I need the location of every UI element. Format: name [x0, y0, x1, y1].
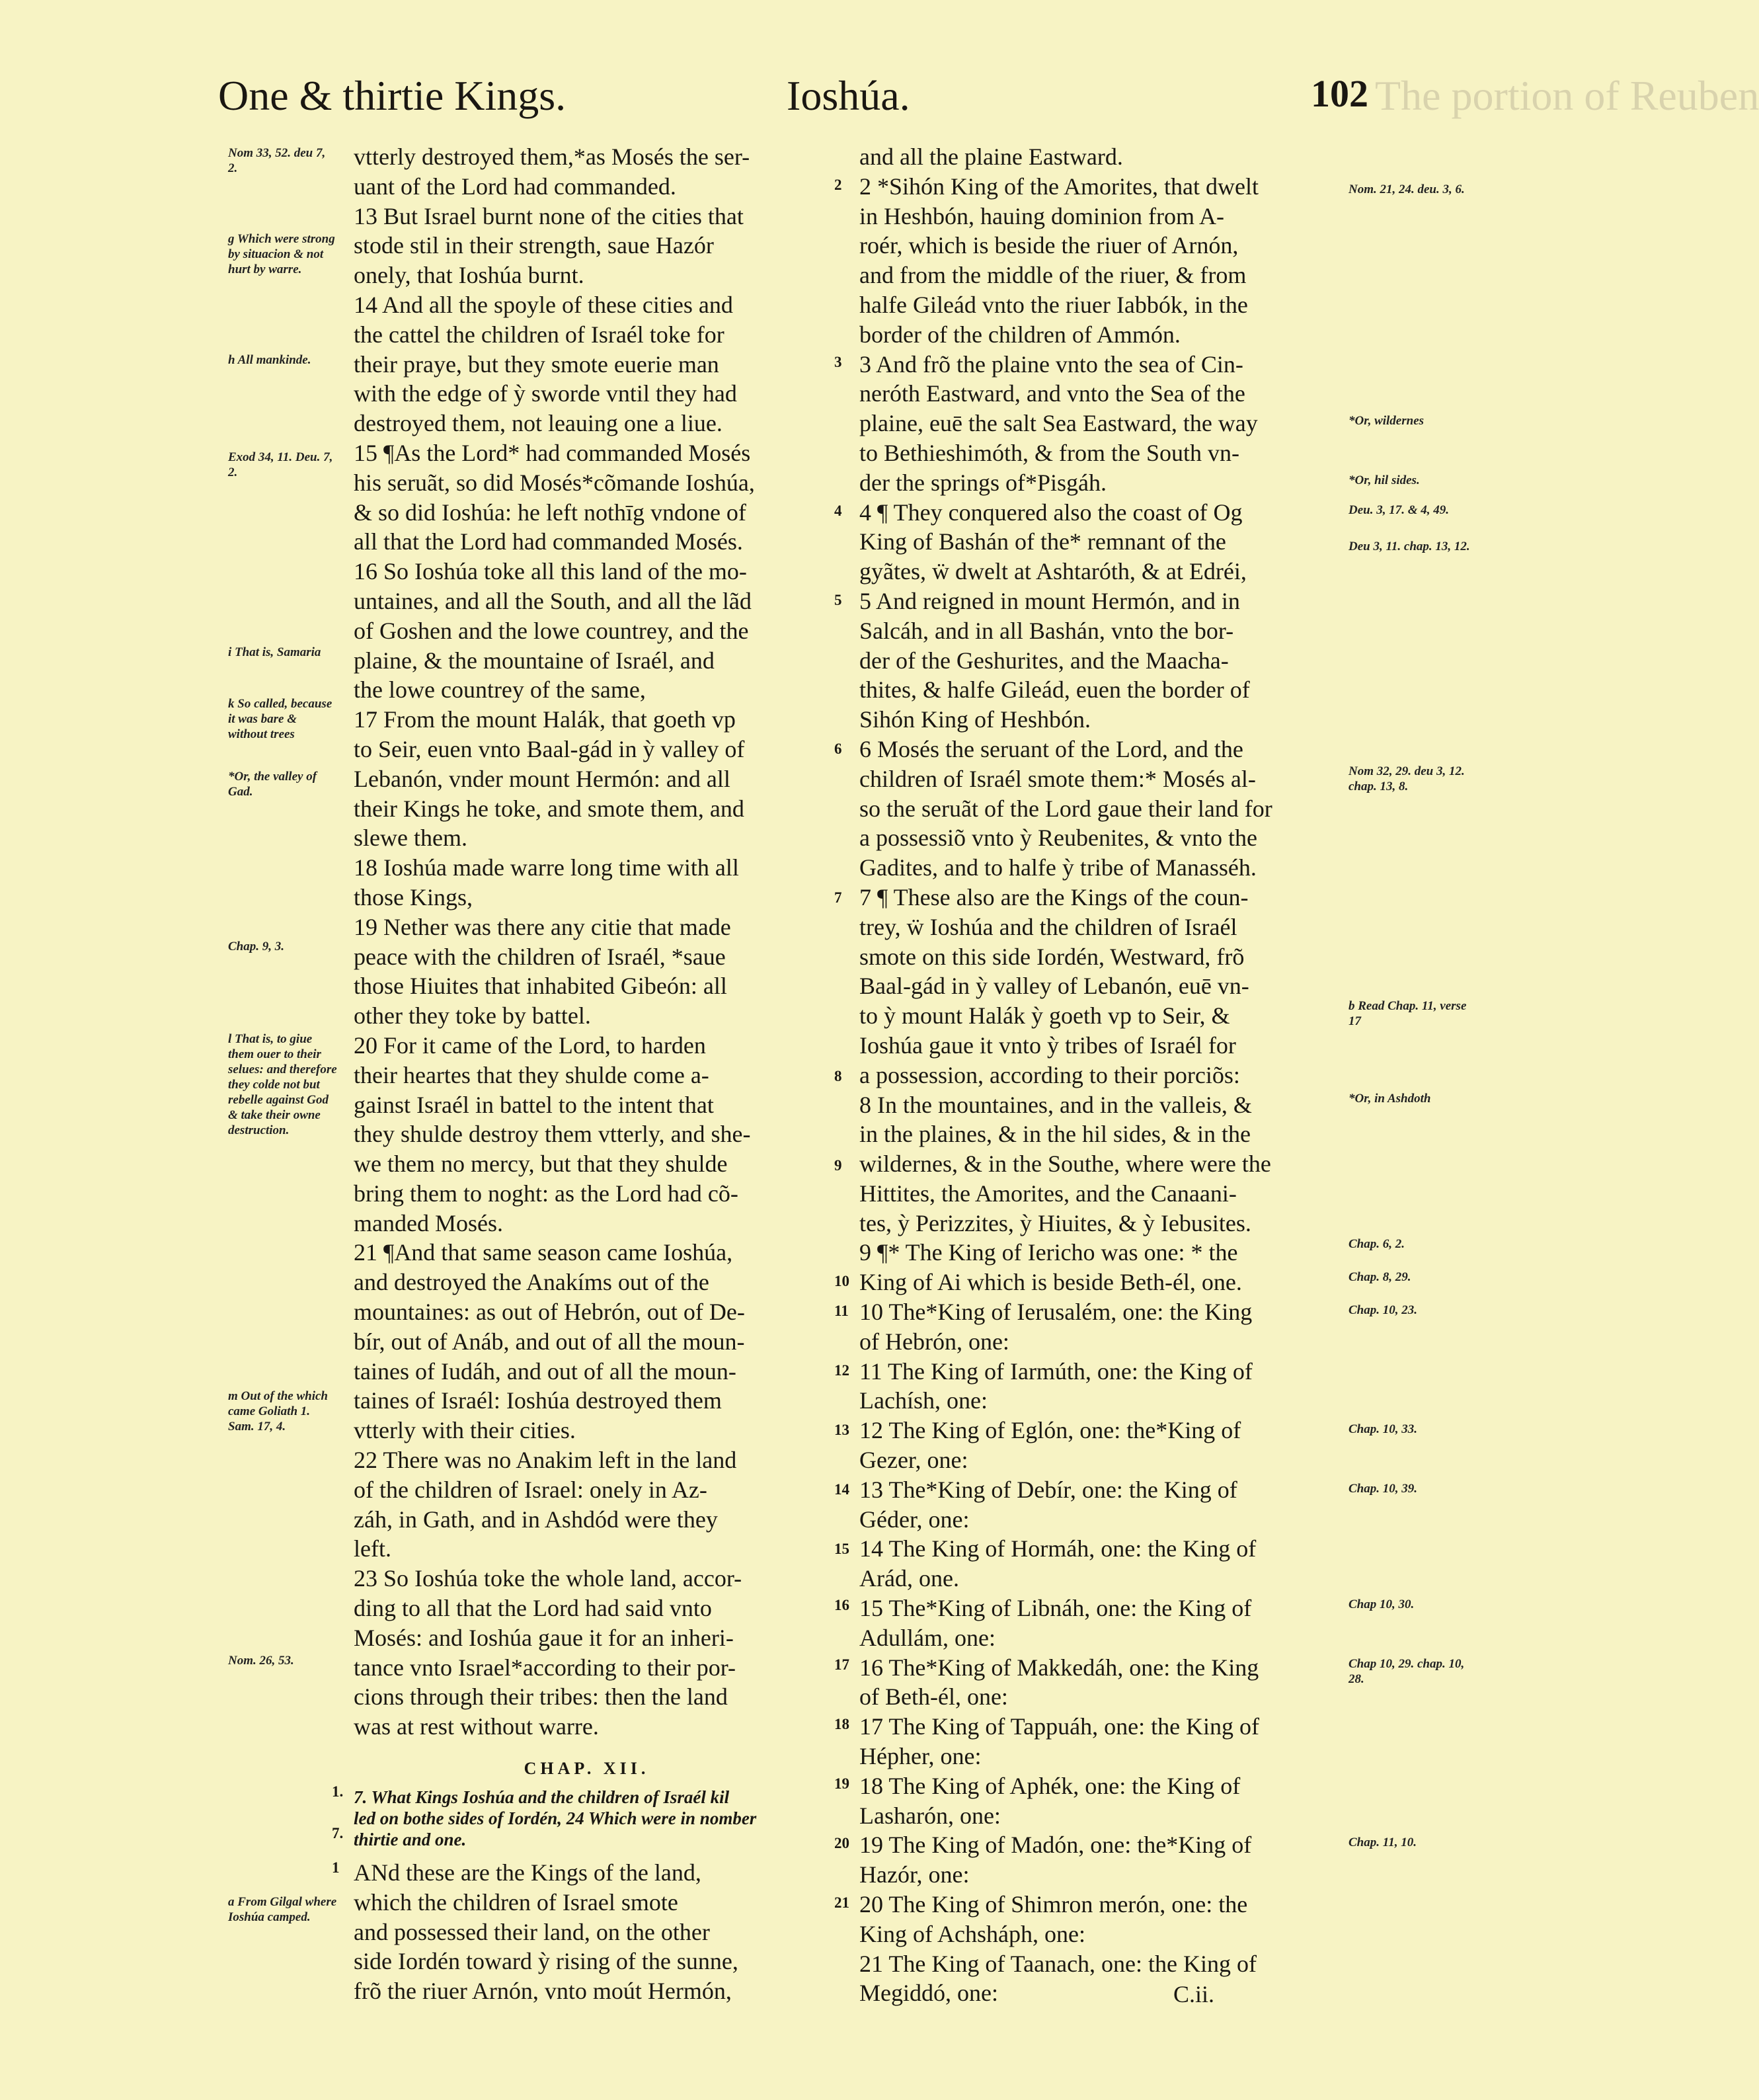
- text-line: ANd these are the Kings of the land,: [354, 1859, 701, 1886]
- margin-note: *Or, the valley of Gad.: [228, 770, 317, 799]
- chapter-heading: CHAP. XII.: [524, 1759, 650, 1779]
- text-line: 14 And all the spoyle of these cities and: [354, 291, 733, 318]
- margin-note: Chap. 10, 33.: [1349, 1422, 1417, 1436]
- margin-note: Chap. 9, 3.: [228, 940, 284, 953]
- verse-number: 20: [834, 1835, 849, 1851]
- text-line: 2 *Sihón King of the Amorites, that dwelt: [859, 173, 1259, 200]
- bleed-through-header: The portion of Reuben: [1375, 72, 1759, 119]
- text-line: 3 And frõ the plaine vnto the sea of Cin-: [859, 350, 1243, 378]
- text-line: untaines, and all the South, and all the lãd: [354, 587, 752, 614]
- text-line: a possession, according to their porciõs:: [859, 1061, 1240, 1088]
- verse-number: 5: [834, 592, 842, 608]
- text-line: to Bethieshimóth, & from the South vn-: [859, 439, 1239, 466]
- text-line: Megiddó, one:: [859, 1980, 998, 2007]
- margin-note: i That is, Samaria: [228, 645, 321, 659]
- margin-note: *Or, wildernes: [1349, 414, 1425, 428]
- text-line: 8 In the mountaines, and in the valleis, &: [859, 1091, 1252, 1118]
- text-line: cions through their tribes: then the land: [354, 1683, 728, 1711]
- text-line: onely, that Ioshúa burnt.: [354, 262, 584, 289]
- verse-number: 14: [834, 1481, 849, 1498]
- page-number: 102: [1311, 72, 1368, 115]
- margin-note: m Out of the which came Goliath 1. Sam. 17, 4.: [228, 1389, 328, 1434]
- text-line: 20 For it came of the Lord, to harden: [354, 1031, 706, 1059]
- text-line: mountaines: as out of Hebrón, out of De-: [354, 1299, 745, 1326]
- text-line: other they toke by battel.: [354, 1002, 591, 1030]
- text-line: 17 From the mount Halák, that goeth vp: [354, 706, 736, 733]
- text-line: gyãtes, ẅ dwelt at Ashtaróth, & at Edréi,: [859, 558, 1247, 585]
- margin-note: Deu. 3, 17. & 4, 49.: [1349, 503, 1449, 517]
- text-line: was at rest without warre.: [354, 1713, 599, 1740]
- text-line: vtterly destroyed them,*as Mosés the ser-: [354, 143, 750, 170]
- text-line: Hazór, one:: [859, 1861, 970, 1888]
- verse-number: 9: [834, 1157, 842, 1174]
- text-line: Lebanón, vnder mount Hermón: and all: [354, 765, 730, 792]
- text-line: King of Ai which is beside Beth-él, one.: [859, 1269, 1242, 1296]
- text-line: 15 The*King of Libnáh, one: the King of: [859, 1595, 1252, 1622]
- text-line: with the edge of ỳ sworde vntil they had: [354, 380, 737, 407]
- verse-number: 6: [834, 741, 842, 757]
- text-line: King of Achsháph, one:: [859, 1920, 1085, 1947]
- text-line: trey, ẅ Ioshúa and the children of Israél: [859, 913, 1237, 940]
- right-column: [859, 142, 1342, 2008]
- margin-note: *Or, hil sides.: [1349, 473, 1420, 487]
- text-line: 19 Nether was there any citie that made: [354, 913, 731, 940]
- text-line: taines of Iudáh, and out of all the moun-: [354, 1357, 736, 1385]
- text-line: left.: [354, 1535, 391, 1562]
- text-line: 23 So Ioshúa toke the whole land, accor-: [354, 1565, 742, 1592]
- header-center: Ioshúa.: [787, 72, 910, 119]
- text-line: 16 The*King of Makkedáh, one: the King: [859, 1654, 1259, 1681]
- text-line: 17 The King of Tappuáh, one: the King of: [859, 1713, 1260, 1740]
- verse-number: 19: [834, 1775, 849, 1792]
- text-line: Sihón King of Heshbón.: [859, 706, 1091, 733]
- text-line: 9 ¶* The King of Iericho was one: * the: [859, 1239, 1238, 1266]
- verse-number: 8: [834, 1068, 842, 1084]
- text-line: Mosés: and Ioshúa gaue it for an inheri-: [354, 1624, 734, 1651]
- text-line: which the children of Israel smote: [354, 1888, 678, 1916]
- margin-note: Chap 10, 30.: [1349, 1597, 1415, 1611]
- text-line: 15 ¶As the Lord* had commanded Mosés: [354, 439, 751, 466]
- margin-note: Chap 10, 29. chap. 10, 28.: [1349, 1657, 1465, 1686]
- verse-number: 2: [834, 177, 842, 193]
- margin-note: Exod 34, 11. Deu. 7, 2.: [228, 450, 333, 479]
- text-line: smote on this side Iordén, Westward, frõ: [859, 943, 1245, 970]
- verse-number: 18: [834, 1716, 849, 1732]
- chapter-mark: 7.: [332, 1825, 344, 1841]
- catchword: C.ii.: [1173, 1981, 1215, 2007]
- text-line: bring them to noght: as the Lord had cõ-: [354, 1180, 738, 1207]
- text-line: and from the middle of the riuer, & from: [859, 262, 1247, 289]
- text-line: Arád, one.: [859, 1565, 959, 1592]
- text-line: 4 ¶ They conquered also the coast of Og: [859, 499, 1243, 526]
- text-line: manded Mosés.: [354, 1209, 503, 1236]
- text-line: Hépher, one:: [859, 1743, 982, 1770]
- margin-note: Nom 33, 52. deu 7, 2.: [228, 146, 326, 175]
- text-line: Lasharón, one:: [859, 1802, 1001, 1829]
- text-line: ding to all that the Lord had said vnto: [354, 1595, 712, 1622]
- text-line: 18 Ioshúa made warre long time with all: [354, 854, 739, 881]
- text-line: frõ the riuer Arnón, vnto moút Hermón,: [354, 1978, 732, 2005]
- text-line: 22 There was no Anakim left in the land: [354, 1447, 737, 1474]
- text-line: border of the children of Ammón.: [859, 321, 1181, 348]
- text-line: in Heshbón, hauing dominion from A-: [859, 202, 1224, 229]
- text-line: destroyed them, not leauing one a liue.: [354, 410, 723, 437]
- margin-note: *Or, in Ashdoth: [1349, 1092, 1431, 1106]
- margin-note: h All mankinde.: [228, 353, 311, 367]
- text-line: and destroyed the Anakíms out of the: [354, 1269, 709, 1296]
- text-line: they shulde destroy them vtterly, and she-: [354, 1121, 751, 1148]
- text-line: their praye, but they smote euerie man: [354, 350, 719, 378]
- text-line: their Kings he toke, and smote them, and: [354, 795, 744, 822]
- text-line: tance vnto Israel*according to their por-: [354, 1654, 736, 1681]
- margin-note: Chap. 6, 2.: [1349, 1237, 1405, 1251]
- text-line: vtterly with their cities.: [354, 1417, 576, 1444]
- text-line: 13 The*King of Debír, one: the King of: [859, 1476, 1237, 1503]
- text-line: gainst Israél in battel to the intent that: [354, 1091, 714, 1118]
- text-line: King of Bashán of the* remnant of the: [859, 528, 1226, 555]
- text-line: bír, out of Anáb, and out of all the moun-: [354, 1328, 745, 1355]
- text-line: slewe them.: [354, 825, 467, 852]
- verse-number: 10: [834, 1273, 849, 1289]
- verse-number: 15: [834, 1541, 849, 1557]
- text-line: Lachísh, one:: [859, 1387, 988, 1414]
- text-line: those Hiuites that inhabited Gibeón: all: [354, 973, 727, 1000]
- text-line: Gezer, one:: [859, 1447, 968, 1474]
- text-line: 20 The King of Shimron merón, one: the: [859, 1891, 1248, 1918]
- text-line: peace with the children of Israél, *saue: [354, 943, 726, 970]
- text-line: we them no mercy, but that they shulde: [354, 1151, 728, 1178]
- chapter-mark: 1.: [332, 1783, 344, 1800]
- text-line: the lowe countrey of the same,: [354, 676, 646, 704]
- chapter-summary: 7. What Kings Ioshúa and the children of Israél kil: [354, 1787, 730, 1808]
- text-line: of Goshen and the lowe countrey, and the: [354, 617, 749, 644]
- text-line: & so did Ioshúa: he left nothīg vndone of: [354, 499, 746, 526]
- text-line: Adullám, one:: [859, 1624, 996, 1651]
- verse-number: 11: [834, 1303, 849, 1319]
- text-line: Hittites, the Amorites, and the Canaani-: [859, 1180, 1237, 1207]
- text-line: of Hebrón, one:: [859, 1328, 1009, 1355]
- text-line: a possessiõ vnto ỳ Reubenites, & vnto the: [859, 825, 1257, 852]
- margin-note: g Which were strong by situacion & not hurt by warre.: [228, 232, 335, 276]
- text-line: Baal-gád in ỳ valley of Lebanón, euē vn-: [859, 973, 1249, 1000]
- margin-note: l That is, to giue them ouer to their selues: and therefore they colde not but rebelle against God & take their owne destruction.: [228, 1032, 337, 1137]
- margin-note: k So called, because it was bare & without trees: [228, 697, 332, 741]
- margin-note: Chap. 10, 39.: [1349, 1482, 1417, 1496]
- text-line: 21 The King of Taanach, one: the King of: [859, 1950, 1257, 1977]
- margin-note: Chap. 8, 29.: [1349, 1270, 1411, 1284]
- running-header: [218, 71, 1368, 131]
- text-line: his seruãt, so did Mosés*cõmande Ioshúa,: [354, 469, 755, 496]
- text-line: those Kings,: [354, 883, 473, 910]
- text-line: thites, & halfe Gileád, euen the border of: [859, 676, 1250, 704]
- text-line: so the seruãt of the Lord gaue their land for: [859, 795, 1272, 822]
- text-line: 16 So Ioshúa toke all this land of the mo-: [354, 558, 747, 585]
- verse-number: 13: [834, 1422, 849, 1438]
- text-line: stode stil in their strength, saue Hazór: [354, 232, 714, 259]
- text-line: 19 The King of Madón, one: the*King of: [859, 1832, 1252, 1859]
- text-line: Ioshúa gaue it vnto ỳ tribes of Israél for: [859, 1031, 1236, 1059]
- text-line: in the plaines, & in the hil sides, & in the: [859, 1121, 1251, 1148]
- verse-number: 7: [834, 889, 842, 906]
- verse-number: 3: [834, 354, 842, 370]
- verse-number: 16: [834, 1597, 849, 1613]
- text-line: 13 But Israel burnt none of the cities that: [354, 202, 744, 229]
- text-line: Géder, one:: [859, 1506, 970, 1533]
- text-line: taines of Israél: Ioshúa destroyed them: [354, 1387, 722, 1414]
- text-line: 11 The King of Iarmúth, one: the King of: [859, 1357, 1253, 1385]
- text-line: roér, which is beside the riuer of Arnón,: [859, 232, 1239, 259]
- text-line: 12 The King of Eglón, one: the*King of: [859, 1417, 1241, 1444]
- text-line: Gadites, and to halfe ỳ tribe of Manasséh.: [859, 854, 1257, 881]
- text-line: wildernes, & in the Southe, where were the: [859, 1151, 1271, 1178]
- margin-note: Chap. 10, 23.: [1349, 1303, 1417, 1317]
- chapter-summary: led on bothe sides of Iordén, 24 Which were in nomber: [354, 1808, 757, 1829]
- text-line: halfe Gileád vnto the riuer Iabbók, in the: [859, 291, 1248, 318]
- text-line: Salcáh, and in all Bashán, vnto the bor-: [859, 617, 1234, 644]
- text-line: the cattel the children of Israél toke for: [354, 321, 724, 348]
- text-line: side Iordén toward ỳ rising of the sunne,: [354, 1948, 738, 1975]
- text-line: 7 ¶ These also are the Kings of the coun-: [859, 883, 1249, 910]
- chapter-mark: 1: [332, 1859, 340, 1876]
- verse-number: 21: [834, 1894, 849, 1911]
- text-line: neróth Eastward, and vnto the Sea of the: [859, 380, 1245, 407]
- margin-note: Nom. 26, 53.: [228, 1654, 294, 1668]
- margin-note: Deu 3, 11. chap. 13, 12.: [1349, 540, 1470, 553]
- text-line: plaine, euē the salt Sea Eastward, the way: [859, 410, 1258, 437]
- text-line: 18 The King of Aphék, one: the King of: [859, 1772, 1241, 1799]
- margin-note: a From Gilgal where Ioshúa camped.: [228, 1895, 337, 1924]
- text-line: záh, in Gath, and in Ashdód were they: [354, 1506, 718, 1533]
- chapter-summary: thirtie and one.: [354, 1830, 467, 1850]
- text-line: der the springs of*Pisgáh.: [859, 469, 1107, 496]
- text-line: of Beth-él, one:: [859, 1683, 1008, 1711]
- text-line: to Seir, euen vnto Baal-gád in ỳ valley of: [354, 735, 745, 762]
- margin-note: Nom. 21, 24. deu. 3, 6.: [1349, 182, 1465, 196]
- text-line: of the children of Israel: onely in Az-: [354, 1476, 707, 1503]
- text-line: 21 ¶And that same season came Ioshúa,: [354, 1239, 733, 1266]
- verse-number: 4: [834, 503, 842, 519]
- verse-number: 12: [834, 1362, 849, 1379]
- text-line: their heartes that they shulde come a-: [354, 1061, 709, 1088]
- text-line: 10 The*King of Ierusalém, one: the King: [859, 1299, 1253, 1326]
- text-line: all that the Lord had commanded Mosés.: [354, 528, 743, 555]
- text-line: uant of the Lord had commanded.: [354, 173, 676, 200]
- text-line: and all the plaine Eastward.: [859, 143, 1123, 170]
- text-line: der of the Geshurites, and the Maacha-: [859, 647, 1229, 674]
- verse-number: 17: [834, 1656, 849, 1673]
- margin-note: b Read Chap. 11, verse 17: [1349, 999, 1467, 1028]
- header-left: One & thirtie Kings.: [218, 72, 567, 119]
- text-line: tes, ỳ Perizzites, ỳ Hiuites, & ỳ Iebusites.: [859, 1209, 1251, 1236]
- margin-note: Chap. 11, 10.: [1349, 1836, 1417, 1849]
- text-line: to ỳ mount Halák ỳ goeth vp to Seir, &: [859, 1002, 1230, 1030]
- text-line: children of Israél smote them:* Mosés al-: [859, 765, 1256, 792]
- margin-note: Nom 32, 29. deu 3, 12. chap. 13, 8.: [1349, 764, 1465, 793]
- text-line: 5 And reigned in mount Hermón, and in: [859, 587, 1240, 614]
- text-line: 14 The King of Hormáh, one: the King of: [859, 1535, 1257, 1562]
- text-line: and possessed their land, on the other: [354, 1918, 710, 1945]
- left-column: [354, 142, 820, 2006]
- text-line: 6 Mosés the seruant of the Lord, and the: [859, 735, 1243, 762]
- text-line: plaine, & the mountaine of Israél, and: [354, 647, 715, 674]
